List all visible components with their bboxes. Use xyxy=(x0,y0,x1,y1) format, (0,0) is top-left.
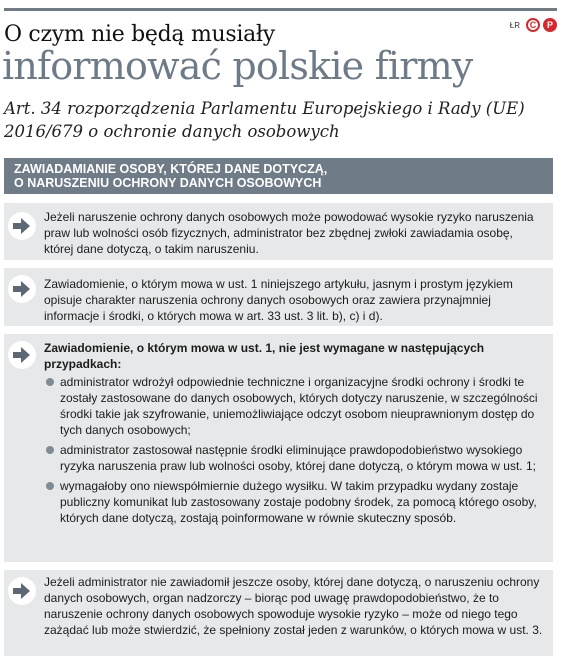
page-title-line2: informować polskie firmy xyxy=(2,44,473,88)
bullet-dot-icon xyxy=(46,482,54,490)
list-item xyxy=(44,442,543,474)
list-item-text: administrator wdrożył odpowiednie techniczne i organizacyjne środki ochrony i środki te zostały zastosowane do danych osobowych, których dotyczy naruszenie, w szczególności środki takie jak szyfrowanie, uniemożliwiające odczyt osobom nieuprawnionym dostęp do tych danych osobowych; xyxy=(60,375,538,437)
arrow-circle-icon xyxy=(7,340,37,370)
top-rule xyxy=(4,8,557,11)
bullet-dot-icon xyxy=(46,378,54,386)
page-subtitle: Art. 34 rozporządzenia Parlamentu Europejskiego i Rady (UE) 2016/679 o ochronie danych osobowych xyxy=(4,99,525,141)
arrow-circle-icon xyxy=(7,211,37,241)
section-header-line2: O NARUSZENIU OCHRONY DANYCH OSOBOWYCH xyxy=(14,176,322,190)
section-header-line1: ZAWIADAMIANIE OSOBY, KTÓREJ DANE DOTYCZĄ, xyxy=(14,162,328,176)
exceptions-list xyxy=(44,374,543,526)
info-box-4 xyxy=(4,570,553,656)
page-title-line1: O czym nie będą musiały xyxy=(4,22,275,47)
info-box-text: Zawiadomienie, o którym mowa w ust. 1 niniejszego artykułu, jasnym i prostym językiem opisuje charakter naruszenia ochrony danych osobowych oraz zawiera przynajmniej informacje i środki, o których mowa w art. 33 ust. 3 lit. b), c) i d). xyxy=(44,277,513,323)
list-item-text: wymagałoby ono niewspółmiernie dużego wysiłku. W takim przypadku wydany zostaje publiczny komunikat lub zastosowany zostaje podobny środek, za pomocą którego osoby, których dane dotyczą, zostają poinformowane w równie skuteczny sposób. xyxy=(60,479,537,525)
list-item-text: administrator zastosował następnie środki eliminujące prawdopodobieństwo wysokiego ryzyka naruszenia praw lub wolności osoby, której dane dotyczą, o którym mowa w ust. 1; xyxy=(60,443,536,473)
list-item xyxy=(44,374,543,438)
publisher-logo-icon: P xyxy=(543,18,557,32)
info-box-2 xyxy=(4,268,553,326)
arrow-circle-icon xyxy=(7,576,37,606)
list-item xyxy=(44,478,543,526)
section-header xyxy=(4,158,553,194)
exceptions-heading: Zawiadomienie, o którym mowa w ust. 1, nie jest wymagane w następujących przypadkach: xyxy=(44,341,485,371)
credits xyxy=(510,18,557,32)
info-box-1 xyxy=(4,203,553,260)
arrow-circle-icon xyxy=(7,274,37,304)
info-box-text: Jeżeli administrator nie zawiadomił jeszcze osoby, której dane dotyczą, o naruszeniu ochrony danych osobowych, organ nadzorczy – biorąc pod uwagę prawdopodobieństwo, że to naruszenie ochrony danych osobowych spowoduje wysokie ryzyko – może od niego tego zażądać lub może stwierdzić, że spełniony został jeden z warunków, o których mowa w ust. 3. xyxy=(44,575,543,637)
info-box-text: Jeżeli naruszenie ochrony danych osobowych może powodować wysokie ryzyko naruszenia praw lub wolności osób fizycznych, administrator bez zbędnej zwłoki zawiadamia osobę, której dane dotyczą, o takim naruszeniu. xyxy=(44,210,534,256)
copyright-logo-icon: C xyxy=(526,18,540,32)
info-box-3 xyxy=(4,334,553,562)
credit-author: ŁR xyxy=(509,20,520,30)
bullet-dot-icon xyxy=(46,446,54,454)
